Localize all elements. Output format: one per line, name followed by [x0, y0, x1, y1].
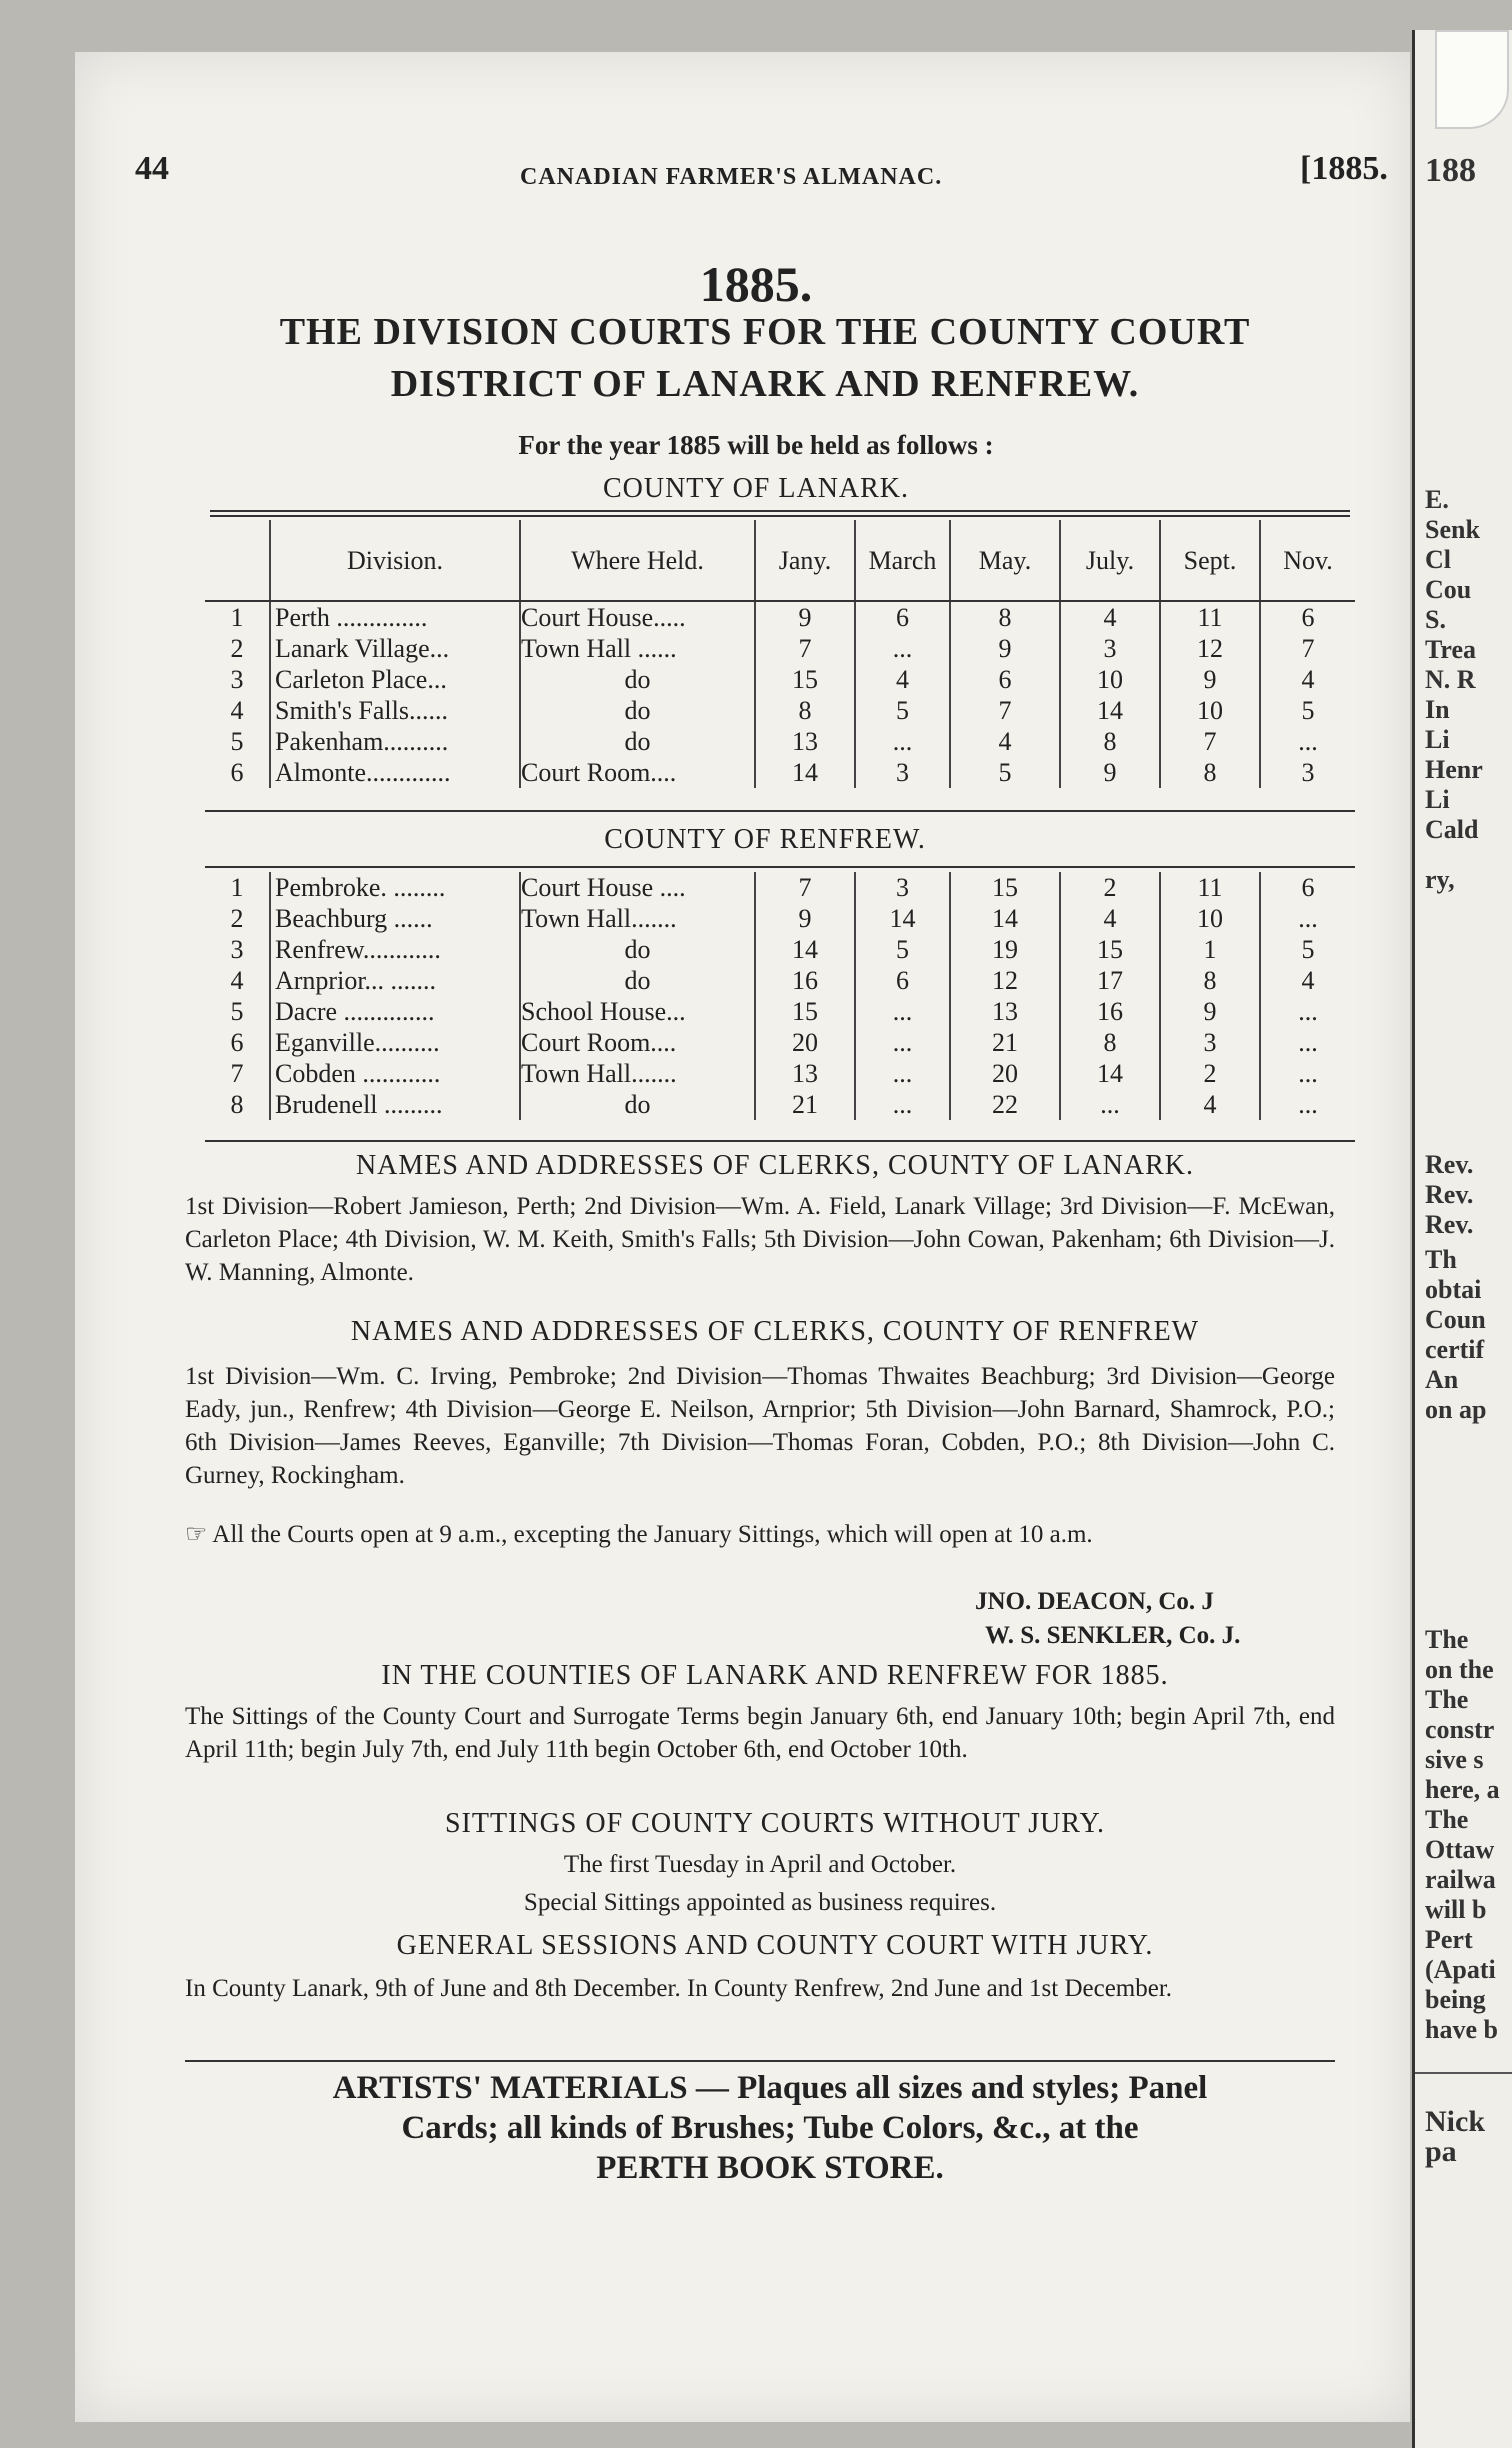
nov-date: ... — [1260, 1058, 1355, 1089]
table-row — [205, 633, 1355, 664]
clerks-renfrew-text: 1st Division—Wm. C. Irving, Pembroke; 2nd Division—Thomas Thwaites Beachburg; 3rd Division—George Eady, jun., Renfrew; 4th Division—George E. Neilson, Arnprior; 5th Division—John Barnard, Shamrock, P.O.; 6th Division—James Reeves, Eganville; 7th Division—Thomas Foran, Cobden, P.O.; 8th Division—John C. Gurney, Rockingham. — [185, 1363, 1335, 1489]
may-date: 15 — [950, 872, 1060, 903]
july-date: 8 — [1060, 726, 1160, 757]
division-number: 1 — [230, 603, 244, 632]
where-held: Town Hall....... — [520, 1058, 755, 1089]
facing-page-fragment: Cl — [1425, 545, 1451, 574]
division-number: 8 — [230, 1090, 244, 1119]
table-row — [205, 664, 1355, 695]
jany-date: 15 — [755, 996, 855, 1027]
header-year: [1885. — [1300, 150, 1388, 187]
table-row — [205, 726, 1355, 757]
subtitle: For the year 1885 will be held as follows : — [518, 430, 994, 460]
may-date: 5 — [950, 757, 1060, 788]
sept-date: 11 — [1160, 601, 1260, 633]
page-corner-curl — [1435, 30, 1509, 129]
jany-date: 21 — [755, 1089, 855, 1120]
lanark-bottom-rule — [205, 810, 1355, 812]
main-title-line1: THE DIVISION COURTS FOR THE COUNTY COURT — [279, 311, 1251, 353]
table-header-row — [205, 520, 1355, 601]
july-date: 4 — [1060, 903, 1160, 934]
nov-date: 4 — [1260, 965, 1355, 996]
facing-page-fragment: railwa — [1425, 1865, 1496, 1894]
may-date: 12 — [950, 965, 1060, 996]
where-held: Court House..... — [520, 601, 755, 633]
sept-date: 3 — [1160, 1027, 1260, 1058]
facing-page-fragment: Nick — [1425, 2105, 1485, 2138]
year-heading: 1885. — [699, 256, 813, 312]
table-row — [205, 903, 1355, 934]
sept-date: 11 — [1160, 872, 1260, 903]
facing-page-fragment: An — [1425, 1365, 1459, 1394]
division-number: 3 — [230, 935, 244, 964]
where-held: do — [520, 934, 755, 965]
no-jury-heading: SITTINGS OF COUNTY COURTS WITHOUT JURY. — [444, 1808, 1106, 1839]
facing-page-fragment: Coun — [1425, 1305, 1486, 1334]
lanark-schedule-table — [205, 520, 1355, 788]
table-top-rule — [210, 510, 1350, 512]
facing-page-fragment: obtai — [1425, 1275, 1482, 1304]
renfrew-bottom-rule — [205, 1140, 1355, 1142]
july-date: 2 — [1060, 872, 1160, 903]
where-held: Town Hall....... — [520, 903, 755, 934]
where-held: do — [520, 965, 755, 996]
facing-page-fragment: Rev. — [1425, 1210, 1474, 1239]
march-date: ... — [855, 726, 950, 757]
division-name: Carleton Place... — [270, 664, 520, 695]
sept-date: 8 — [1160, 757, 1260, 788]
table-row — [205, 965, 1355, 996]
may-date: 8 — [950, 601, 1060, 633]
nov-date: 3 — [1260, 757, 1355, 788]
table-row — [205, 1089, 1355, 1120]
sept-date: 2 — [1160, 1058, 1260, 1089]
sept-date: 7 — [1160, 726, 1260, 757]
facing-page-fragment: ry, — [1425, 865, 1455, 894]
nov-date: 6 — [1260, 872, 1355, 903]
table-row — [205, 757, 1355, 788]
facing-page-fragment: The — [1425, 1805, 1469, 1834]
division-number: 4 — [230, 696, 244, 725]
facing-page-fragment: N. R — [1425, 665, 1476, 694]
facing-page-fragment: here, a — [1425, 1775, 1500, 1804]
table-row — [205, 1027, 1355, 1058]
signature-deacon: JNO. DEACON, Co. J — [975, 1588, 1214, 1615]
facing-page-fragment: being — [1425, 1985, 1486, 2014]
county-court-text: The Sittings of the County Court and Surrogate Terms begin January 6th, end January 10th; begin April 7th, end April 11th; begin July 7th, end July 11th begin October 6th, end October 10th. — [185, 1703, 1335, 1763]
jany-date: 14 — [755, 934, 855, 965]
no-jury-line1: The first Tuesday in April and October. — [563, 1851, 957, 1878]
facing-page-fragment: constr — [1425, 1715, 1495, 1744]
division-number: 5 — [230, 727, 244, 756]
where-held: Court Room.... — [520, 1027, 755, 1058]
nov-date: ... — [1260, 903, 1355, 934]
july-date: 8 — [1060, 1027, 1160, 1058]
facing-page-fragment: Cou — [1425, 575, 1472, 604]
july-date: 14 — [1060, 1058, 1160, 1089]
facing-page-fragment: The — [1425, 1685, 1469, 1714]
march-date: ... — [855, 1058, 950, 1089]
march-date: ... — [855, 996, 950, 1027]
division-name: Cobden ............ — [270, 1058, 520, 1089]
advert-rule — [185, 2060, 1335, 2062]
sessions-text: In County Lanark, 9th of June and 8th December. In County Renfrew, 2nd June and 1st December. — [185, 1975, 1173, 2002]
jany-date: 13 — [755, 1058, 855, 1089]
facing-page-fragment: will b — [1425, 1895, 1487, 1924]
facing-page-fragment: (Apati — [1425, 1955, 1496, 1984]
july-date: 4 — [1060, 601, 1160, 633]
jany-date: 7 — [755, 872, 855, 903]
division-number: 7 — [230, 1059, 244, 1088]
no-jury-line2: Special Sittings appointed as business requires. — [523, 1889, 997, 1916]
table-row — [205, 695, 1355, 726]
march-date: 6 — [855, 965, 950, 996]
clerks-lanark-heading: NAMES AND ADDRESSES OF CLERKS, COUNTY OF LANARK. — [355, 1150, 1195, 1181]
july-date: 10 — [1060, 664, 1160, 695]
may-date: 4 — [950, 726, 1060, 757]
clerks-renfrew-heading: NAMES AND ADDRESSES OF CLERKS, COUNTY OF RENFREW — [350, 1316, 1200, 1347]
facing-page-header: 188 — [1425, 152, 1476, 189]
division-number: 2 — [230, 634, 244, 663]
col-division: Division. — [270, 520, 520, 601]
may-date: 14 — [950, 903, 1060, 934]
facing-page-fragment: Henr — [1425, 755, 1483, 784]
page-number: 44 — [135, 150, 169, 187]
sept-date: 12 — [1160, 633, 1260, 664]
division-number: 1 — [230, 873, 244, 902]
march-date: ... — [855, 1089, 950, 1120]
sept-date: 1 — [1160, 934, 1260, 965]
table-row — [205, 1058, 1355, 1089]
sept-date: 9 — [1160, 996, 1260, 1027]
july-date: 14 — [1060, 695, 1160, 726]
renfrew-schedule-table — [205, 872, 1355, 1120]
facing-page-fragment: In — [1425, 695, 1450, 724]
facing-page-fragment: have b — [1425, 2015, 1498, 2044]
nov-date: 7 — [1260, 633, 1355, 664]
facing-page-fragment: S. — [1425, 605, 1446, 634]
facing-page-fragment: Pert — [1425, 1925, 1473, 1954]
division-name: Perth .............. — [270, 601, 520, 633]
july-date: 17 — [1060, 965, 1160, 996]
table-row — [205, 872, 1355, 903]
facing-page-fragment: Trea — [1425, 635, 1477, 664]
nov-date: ... — [1260, 996, 1355, 1027]
facing-page-fragment: pa — [1425, 2135, 1457, 2168]
where-held: do — [520, 695, 755, 726]
signature-senkler: W. S. SENKLER, Co. J. — [985, 1622, 1241, 1649]
table-row — [205, 934, 1355, 965]
courts-opening-note: ☞ All the Courts open at 9 a.m., excepting the January Sittings, which will open at 10 a.m. — [185, 1521, 1093, 1548]
nov-date: ... — [1260, 726, 1355, 757]
march-date: 5 — [855, 934, 950, 965]
col-may: May. — [950, 520, 1060, 601]
col-july: July. — [1060, 520, 1160, 601]
july-date: 9 — [1060, 757, 1160, 788]
july-date: ... — [1060, 1089, 1160, 1120]
may-date: 6 — [950, 664, 1060, 695]
division-name: Arnprior... ....... — [270, 965, 520, 996]
col-nov: Nov. — [1260, 520, 1355, 601]
facing-page-fragment: Cald — [1425, 815, 1479, 844]
march-date: 5 — [855, 695, 950, 726]
advert-line2: Cards; all kinds of Brushes; Tube Colors, &c., at the — [401, 2110, 1139, 2146]
division-name: Eganville.......... — [270, 1027, 520, 1058]
advert-line1: ARTISTS' MATERIALS — Plaques all sizes and styles; Panel — [332, 2070, 1208, 2106]
division-number: 6 — [230, 1028, 244, 1057]
where-held: do — [520, 726, 755, 757]
nov-date: 6 — [1260, 601, 1355, 633]
division-name: Beachburg ...... — [270, 903, 520, 934]
where-held: School House... — [520, 996, 755, 1027]
division-name: Renfrew............ — [270, 934, 520, 965]
july-date: 15 — [1060, 934, 1160, 965]
jany-date: 7 — [755, 633, 855, 664]
nov-date: 4 — [1260, 664, 1355, 695]
advert-line3: PERTH BOOK STORE. — [596, 2150, 944, 2186]
division-name: Pakenham.......... — [270, 726, 520, 757]
sessions-heading: GENERAL SESSIONS AND COUNTY COURT WITH JURY. — [396, 1930, 1154, 1961]
march-date: ... — [855, 633, 950, 664]
jany-date: 9 — [755, 903, 855, 934]
may-date: 9 — [950, 633, 1060, 664]
col-march: March — [855, 520, 950, 601]
facing-page-fragment: certif — [1425, 1335, 1485, 1364]
may-date: 22 — [950, 1089, 1060, 1120]
march-date: 3 — [855, 872, 950, 903]
jany-date: 16 — [755, 965, 855, 996]
county-lanark-heading: COUNTY OF LANARK. — [602, 473, 910, 504]
facing-page-fragment: Li — [1425, 725, 1450, 754]
july-date: 16 — [1060, 996, 1160, 1027]
table-row — [205, 996, 1355, 1027]
march-date: 3 — [855, 757, 950, 788]
clerks-lanark-text: 1st Division—Robert Jamieson, Perth; 2nd Division—Wm. A. Field, Lanark Village; 3rd Division—F. McEwan, Carleton Place; 4th Division, W. M. Keith, Smith's Falls; 5th Division—John Cowan, Pakenham; 6th Division—J. W. Manning, Almonte. — [185, 1193, 1335, 1286]
facing-page-edge — [1412, 30, 1512, 2448]
may-date: 7 — [950, 695, 1060, 726]
facing-page-fragment: Li — [1425, 785, 1450, 814]
col-where-held: Where Held. — [520, 520, 755, 601]
facing-page-fragment: E. — [1425, 485, 1449, 514]
facing-page-fragment: Rev. — [1425, 1150, 1474, 1179]
county-renfrew-heading: COUNTY OF RENFREW. — [604, 824, 926, 855]
division-number: 5 — [230, 997, 244, 1026]
county-court-heading: IN THE COUNTIES OF LANARK AND RENFREW FOR 1885. — [381, 1660, 1169, 1691]
may-date: 20 — [950, 1058, 1060, 1089]
col-sept: Sept. — [1160, 520, 1260, 601]
where-held: do — [520, 1089, 755, 1120]
jany-date: 15 — [755, 664, 855, 695]
division-number: 3 — [230, 665, 244, 694]
division-name: Almonte............. — [270, 757, 520, 788]
division-number: 4 — [230, 966, 244, 995]
division-number: 2 — [230, 904, 244, 933]
facing-page-fragment: Th — [1425, 1245, 1457, 1274]
facing-page-fragment: on the — [1425, 1655, 1494, 1684]
march-date: 6 — [855, 601, 950, 633]
nov-date: ... — [1260, 1027, 1355, 1058]
division-name: Lanark Village... — [270, 633, 520, 664]
sept-date: 10 — [1160, 903, 1260, 934]
table-row — [205, 601, 1355, 633]
division-name: Brudenell ......... — [270, 1089, 520, 1120]
facing-page-fragment: Senk — [1425, 515, 1480, 544]
division-name: Dacre .............. — [270, 996, 520, 1027]
facing-page-rule — [1415, 2072, 1512, 2074]
division-number: 6 — [230, 758, 244, 787]
sept-date: 9 — [1160, 664, 1260, 695]
jany-date: 8 — [755, 695, 855, 726]
jany-date: 20 — [755, 1027, 855, 1058]
may-date: 13 — [950, 996, 1060, 1027]
sept-date: 4 — [1160, 1089, 1260, 1120]
jany-date: 9 — [755, 601, 855, 633]
jany-date: 14 — [755, 757, 855, 788]
where-held: Town Hall ...... — [520, 633, 755, 664]
march-date: 14 — [855, 903, 950, 934]
nov-date: 5 — [1260, 695, 1355, 726]
facing-page-fragment: Rev. — [1425, 1180, 1474, 1209]
may-date: 21 — [950, 1027, 1060, 1058]
table-top-rule-2 — [210, 515, 1350, 517]
march-date: 4 — [855, 664, 950, 695]
march-date: ... — [855, 1027, 950, 1058]
main-title-line2: DISTRICT OF LANARK AND RENFREW. — [390, 363, 1140, 405]
facing-page-fragment: on ap — [1425, 1395, 1487, 1424]
col-jany: Jany. — [755, 520, 855, 601]
facing-page-fragment: sive s — [1425, 1745, 1484, 1774]
running-title: CANADIAN FARMER'S ALMANAC. — [520, 164, 943, 190]
facing-page-fragment: Ottaw — [1425, 1835, 1495, 1864]
sept-date: 8 — [1160, 965, 1260, 996]
july-date: 3 — [1060, 633, 1160, 664]
where-held: Court House .... — [520, 872, 755, 903]
division-name: Smith's Falls...... — [270, 695, 520, 726]
sept-date: 10 — [1160, 695, 1260, 726]
where-held: do — [520, 664, 755, 695]
nov-date: ... — [1260, 1089, 1355, 1120]
nov-date: 5 — [1260, 934, 1355, 965]
renfrew-top-rule — [205, 866, 1355, 868]
jany-date: 13 — [755, 726, 855, 757]
division-name: Pembroke. ........ — [270, 872, 520, 903]
where-held: Court Room.... — [520, 757, 755, 788]
may-date: 19 — [950, 934, 1060, 965]
facing-page-fragment: The — [1425, 1625, 1469, 1654]
